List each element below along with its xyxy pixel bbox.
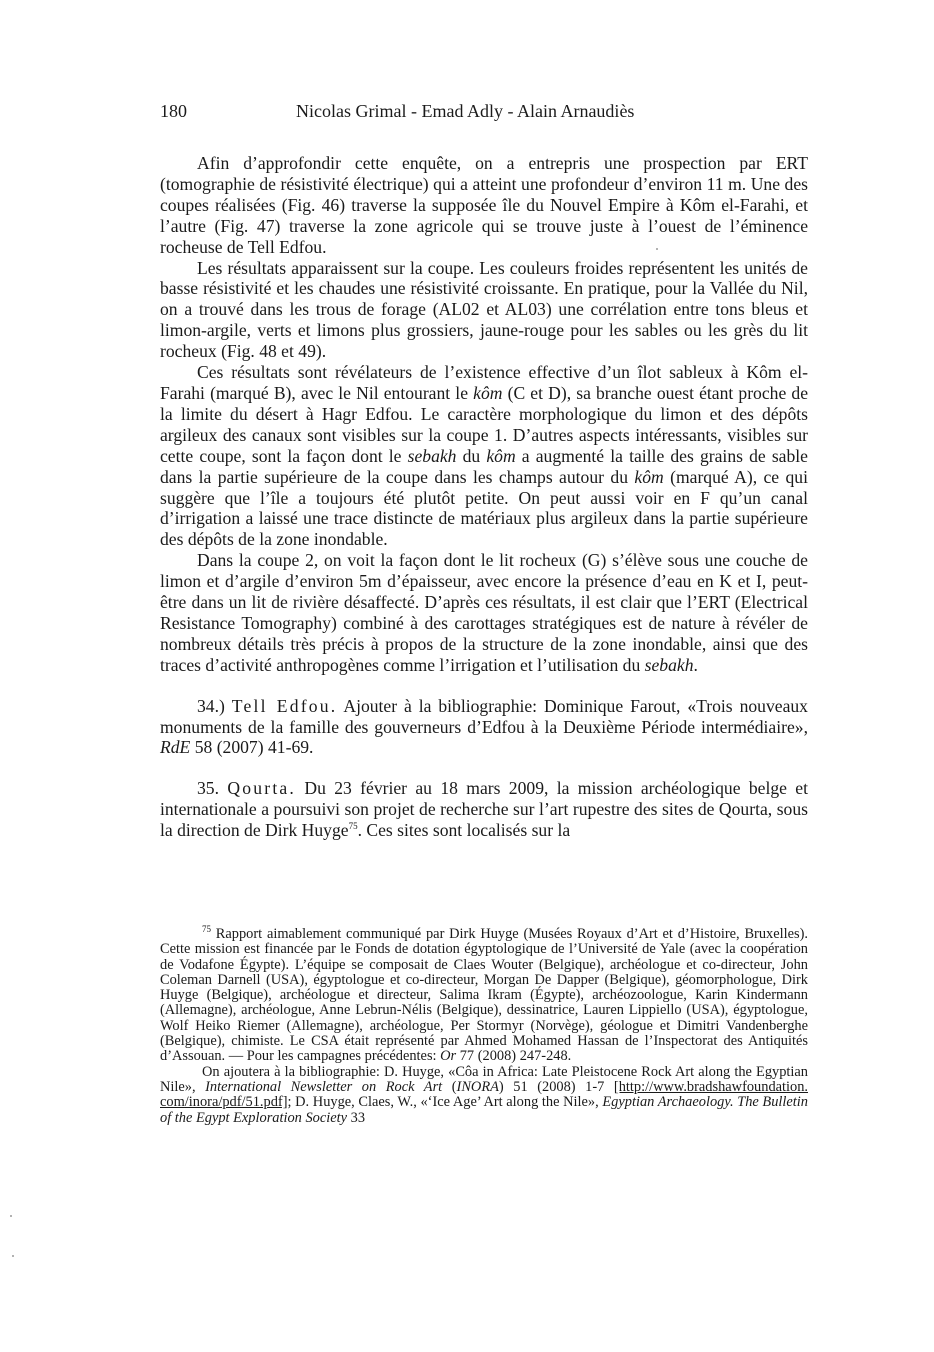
scan-speck [10,1215,12,1217]
scan-speck [12,1255,14,1257]
section-34-tell-edfou: 34.) Tell Edfou. Ajouter à la bibliographie: Dominique Farout, «Trois nouveaux monuments de la famille des gouverneurs d’Edfou à la Deuxième Période intermédiaire», RdE 58 (2007) 41-69. [160,695,808,758]
page-number: 180 [160,101,187,121]
body-text [160,153,808,841]
paragraph-results: Les résultats apparaissent sur la coupe. Les couleurs froides représentent les unités de basse résistivité et les chaudes une résistivité croissante. En pratique, pour la Vallée du Nil, on a trouvé dans les trous de forage (AL02 et AL03) une corrélation entre tons bleus et limon-argile, verts et limons plus grossiers, jaune-rouge pour les sables ou les grès du lit rocheux (Fig. 48 et 49). [160,257,808,362]
site-name: Qourta. [227,778,297,799]
running-head: Nicolas Grimal - Emad Adly - Alain Arnaudiès [296,101,635,121]
site-name: Tell Edfou. [231,695,338,716]
section-35-qourta: 35. Qourta. Du 23 février au 18 mars 2009, la mission archéologique belge et internationale a poursuivi son projet de recherche sur l’art rupestre des sites de Qourta, sous la direction de Dirk Huyge$^{75}$. Ces sites sont localisés sur la [160,778,809,841]
paragraph-ert: Afin d’approfondir cette enquête, on a entrepris une prospection par ERT (tomographie de résistivité électrique) qui a atteint une profondeur d’environ 11 m. Une des coupes réalisées (Fig. 46) traverse la supposée île du Nouvel Empire à Kôm el-Farahi, et l’autre (Fig. 47) traverse la zone agricole qui se trouve juste à l’ouest de l’éminence rocheuse de Tell Edfou. [160,153,808,257]
page-header [160,101,810,125]
footnotes [160,924,809,1126]
bradshaw-link[interactable]: [http://www.bradshawfoundation. com/inora/pdf/51.pdf] [160,1078,809,1111]
footnote-bibliography: On ajoutera à la bibliographie: D. Huyge, «Côa in Africa: Late Pleistocene Rock Art along the Egyptian Nile», International Newsletter on Rock Art (INORA) 51 (2008) 1-7 [http://www.bradshawfoundation. com/inora/pdf/51.pdf]; D. Huyge, Claes, W., «‘Ice Age’ Art along the Nile», Egyptian Archaeology. The Bulletin of the Egypt Exploration Society 33 [160,1063,809,1126]
scan-speck [656,248,658,250]
footnote-reference[interactable]: 75 [348,821,358,832]
footnote-marker: 75 [202,924,211,935]
paragraph-kom-el-farahi: Ces résultats sont révélateurs de l’existence effective d’un îlot sableux à Kôm el-Farahi (marqué B), avec le Nil entourant le kôm (C et D), sa branche ouest étant proche de la limite du désert à Hagr Edfou. Le caractère morphologique du limon et des dépôts argileux des canaux sont visibles sur la coupe 1. D’autres aspects intéressants, visibles sur cette coupe, sont la façon dont le sebakh du kôm a augmenté la taille des grains de sable dans la partie supérieure de la coupe dans les champs autour du kôm (marqué A), ce qui suggère que l’île a toujours été plutôt petite. On peut aussi voir en F qu’un canal d’irrigation a laissé une trace distincte de matériaux plus argileux dans la partie supérieure des dépôts de la zone inondable. [160,362,809,550]
paragraph-coupe-2: Dans la coupe 2, on voit la façon dont le lit rocheux (G) s’élève sous une couche de limon et d’argile d’environ 5m d’épaisseur, avec encore la présence d’eau en K et I, peut-être dans un lit de rivière désaffecté. D’après ces résultats, il est clair que l’ERT (Electrical Resistance Tomography) combiné à des carottages stratégiques est de nature à révéler de nombreux détails très précis à propos de la structure de la zone inondable, ainsi que des traces d’activité anthropogènes comme l’irrigation et l’utilisation du sebakh. [160,550,808,675]
section-number: 34.) [197,695,225,716]
footnote-75: $^{75}$ Rapport aimablement communiqué par Dirk Huyge (Musées Royaux d’Art et d’Histoire, Bruxelles). Cette mission est financée par le Fonds de dotation égyptologique de l’Université de Yale (avec la coopération de Vodafone Égypte). L’équipe se composait de Claes Wouter (Belgique), archéologue et co-directeur, John Coleman Darnell (USA), égyptologue et co-directeur, Morgan De Dapper (Belgique), géomorphologue, Dirk Huyge (Belgique), archéologue et directeur, Salima Ikram (Égypte), archéozoologue, Karin Kindermann (Allemagne), archéologue, Anne Lebrun-Nélis (Belgique), dessinatrice, Lauren Lippiello (USA), égyptologue, Wolf Heiko Riemer (Allemagne), archéologue, Per Stormyr (Norvège), géologue et Dimitri Vandenberghe (Belgique), chimiste. Le CSA était représenté par Ahmed Mohamed Hassan de l’Inspectorat des Antiquités d’Assouan. — Pour les campagnes précédentes: Or 77 (2008) 247-248. [160,924,808,1065]
section-number: 35. [197,778,219,799]
